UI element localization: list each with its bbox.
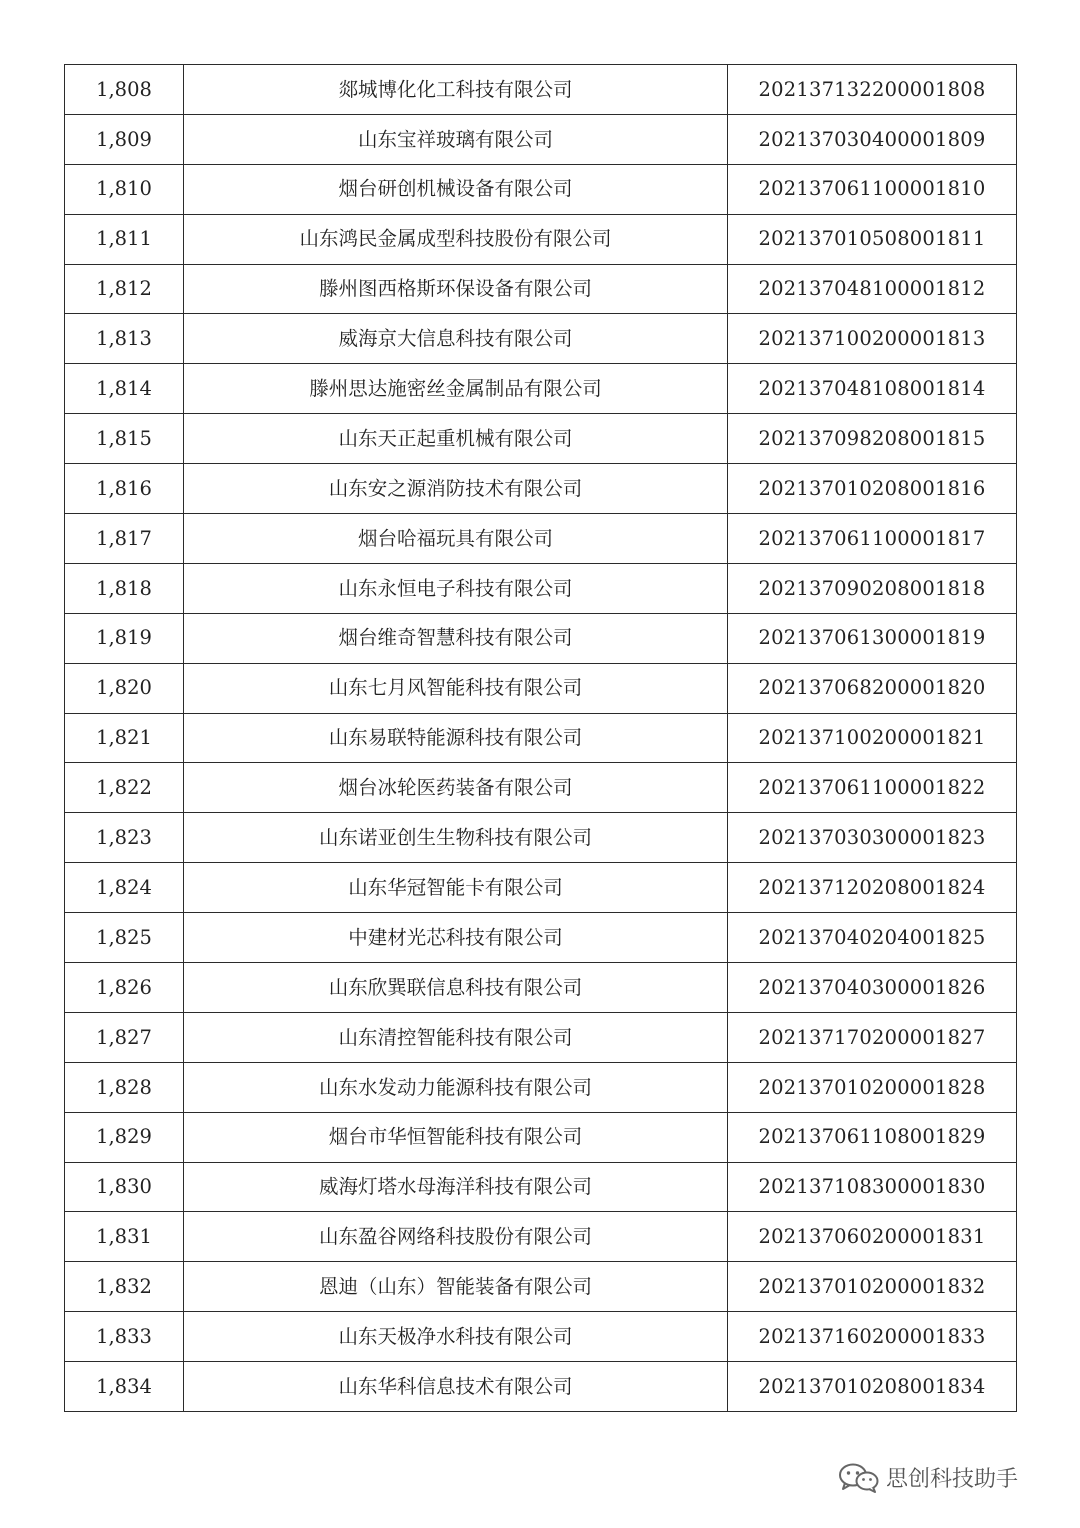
- watermark-label: 思创科技助手: [886, 1467, 1019, 1492]
- sequence-number-cell: 1,825: [65, 913, 184, 963]
- registration-code-cell: 202137048100001812: [728, 264, 1017, 314]
- registration-code-cell: 202137060200001831: [728, 1212, 1017, 1262]
- registry-sheet: [64, 64, 1015, 1412]
- table-row: [65, 763, 1017, 813]
- sequence-number-cell: 1,832: [65, 1262, 184, 1312]
- registration-code-cell: 202137061100001810: [728, 164, 1017, 214]
- registration-code-cell: 202137010200001832: [728, 1262, 1017, 1312]
- company-name-cell: 山东宝祥玻璃有限公司: [184, 114, 728, 164]
- company-name-cell: 山东华冠智能卡有限公司: [184, 863, 728, 913]
- table-row: [65, 1262, 1017, 1312]
- table-row: [65, 863, 1017, 913]
- table-row: [65, 214, 1017, 264]
- registration-code-cell: 202137010200001828: [728, 1062, 1017, 1112]
- company-name-cell: 烟台冰轮医药装备有限公司: [184, 763, 728, 813]
- table-row: [65, 563, 1017, 613]
- table-row: [65, 1062, 1017, 1112]
- sequence-number-cell: 1,817: [65, 514, 184, 564]
- sequence-number-cell: 1,831: [65, 1212, 184, 1262]
- registration-code-cell: 202137061300001819: [728, 613, 1017, 663]
- table-row: [65, 164, 1017, 214]
- sequence-number-cell: 1,824: [65, 863, 184, 913]
- registration-code-cell: 202137010208001816: [728, 464, 1017, 514]
- registration-code-cell: 202137090208001818: [728, 563, 1017, 613]
- sequence-number-cell: 1,811: [65, 214, 184, 264]
- sequence-number-cell: 1,822: [65, 763, 184, 813]
- registration-code-cell: 202137100200001821: [728, 713, 1017, 763]
- table-row: [65, 314, 1017, 364]
- company-name-cell: 山东盈谷网络科技股份有限公司: [184, 1212, 728, 1262]
- table-row: [65, 114, 1017, 164]
- table-row: [65, 1362, 1017, 1412]
- sequence-number-cell: 1,830: [65, 1162, 184, 1212]
- table-row: [65, 1212, 1017, 1262]
- company-name-cell: 山东安之源消防技术有限公司: [184, 464, 728, 514]
- table-row: [65, 913, 1017, 963]
- sequence-number-cell: 1,810: [65, 164, 184, 214]
- sequence-number-cell: 1,834: [65, 1362, 184, 1412]
- company-name-cell: 山东天正起重机械有限公司: [184, 414, 728, 464]
- company-name-cell: 山东清控智能科技有限公司: [184, 1012, 728, 1062]
- table-row: [65, 1012, 1017, 1062]
- registration-code-cell: 202137068200001820: [728, 663, 1017, 713]
- table-row: [65, 963, 1017, 1013]
- company-name-cell: 烟台维奇智慧科技有限公司: [184, 613, 728, 663]
- sequence-number-cell: 1,828: [65, 1062, 184, 1112]
- registration-code-cell: 202137160200001833: [728, 1312, 1017, 1362]
- registration-code-cell: 202137098208001815: [728, 414, 1017, 464]
- sequence-number-cell: 1,808: [65, 65, 184, 115]
- company-name-cell: 郯城博化化工科技有限公司: [184, 65, 728, 115]
- table-row: [65, 65, 1017, 115]
- table-row: [65, 713, 1017, 763]
- company-name-cell: 山东天极净水科技有限公司: [184, 1312, 728, 1362]
- table-row: [65, 613, 1017, 663]
- table-row: [65, 663, 1017, 713]
- registration-code-cell: 202137010208001834: [728, 1362, 1017, 1412]
- sequence-number-cell: 1,816: [65, 464, 184, 514]
- sequence-number-cell: 1,826: [65, 963, 184, 1013]
- sequence-number-cell: 1,829: [65, 1112, 184, 1162]
- company-name-cell: 中建材光芯科技有限公司: [184, 913, 728, 963]
- sequence-number-cell: 1,813: [65, 314, 184, 364]
- table-row: [65, 813, 1017, 863]
- company-name-cell: 山东华科信息技术有限公司: [184, 1362, 728, 1412]
- table-row: [65, 464, 1017, 514]
- table-row: [65, 414, 1017, 464]
- registration-code-cell: 202137132200001808: [728, 65, 1017, 115]
- table-row: [65, 1112, 1017, 1162]
- registration-code-cell: 202137100200001813: [728, 314, 1017, 364]
- registration-code-cell: 202137120208001824: [728, 863, 1017, 913]
- company-name-cell: 山东诺亚创生生物科技有限公司: [184, 813, 728, 863]
- sequence-number-cell: 1,827: [65, 1012, 184, 1062]
- sequence-number-cell: 1,820: [65, 663, 184, 713]
- sequence-number-cell: 1,818: [65, 563, 184, 613]
- company-name-cell: 烟台哈福玩具有限公司: [184, 514, 728, 564]
- registration-code-cell: 202137030400001809: [728, 114, 1017, 164]
- table-row: [65, 364, 1017, 414]
- company-name-cell: 恩迪（山东）智能装备有限公司: [184, 1262, 728, 1312]
- table-row: [65, 264, 1017, 314]
- sequence-number-cell: 1,815: [65, 414, 184, 464]
- sequence-number-cell: 1,814: [65, 364, 184, 414]
- registration-code-cell: 202137061100001822: [728, 763, 1017, 813]
- sequence-number-cell: 1,821: [65, 713, 184, 763]
- company-name-cell: 烟台研创机械设备有限公司: [184, 164, 728, 214]
- sequence-number-cell: 1,812: [65, 264, 184, 314]
- company-name-cell: 山东欣巽联信息科技有限公司: [184, 963, 728, 1013]
- sequence-number-cell: 1,823: [65, 813, 184, 863]
- table-row: [65, 1312, 1017, 1362]
- company-name-cell: 滕州图西格斯环保设备有限公司: [184, 264, 728, 314]
- company-name-cell: 山东水发动力能源科技有限公司: [184, 1062, 728, 1112]
- sequence-number-cell: 1,833: [65, 1312, 184, 1362]
- registration-code-cell: 202137108300001830: [728, 1162, 1017, 1212]
- company-name-cell: 烟台市华恒智能科技有限公司: [184, 1112, 728, 1162]
- wechat-icon: [838, 1463, 880, 1493]
- table-row: [65, 514, 1017, 564]
- watermark: [838, 1462, 1018, 1493]
- company-name-cell: 山东七月风智能科技有限公司: [184, 663, 728, 713]
- registration-code-cell: 202137170200001827: [728, 1012, 1017, 1062]
- company-name-cell: 山东永恒电子科技有限公司: [184, 563, 728, 613]
- company-name-cell: 山东易联特能源科技有限公司: [184, 713, 728, 763]
- sequence-number-cell: 1,819: [65, 613, 184, 663]
- registration-code-cell: 202137010508001811: [728, 214, 1017, 264]
- registry-table-body: [65, 65, 1017, 1412]
- sequence-number-cell: 1,809: [65, 114, 184, 164]
- registration-code-cell: 202137048108001814: [728, 364, 1017, 414]
- registration-code-cell: 202137061108001829: [728, 1112, 1017, 1162]
- company-registry-table: [64, 64, 1017, 1412]
- company-name-cell: 山东鸿民金属成型科技股份有限公司: [184, 214, 728, 264]
- company-name-cell: 威海灯塔水母海洋科技有限公司: [184, 1162, 728, 1212]
- registration-code-cell: 202137040300001826: [728, 963, 1017, 1013]
- registration-code-cell: 202137040204001825: [728, 913, 1017, 963]
- company-name-cell: 威海京大信息科技有限公司: [184, 314, 728, 364]
- company-name-cell: 滕州思达施密丝金属制品有限公司: [184, 364, 728, 414]
- registration-code-cell: 202137030300001823: [728, 813, 1017, 863]
- table-row: [65, 1162, 1017, 1212]
- registration-code-cell: 202137061100001817: [728, 514, 1017, 564]
